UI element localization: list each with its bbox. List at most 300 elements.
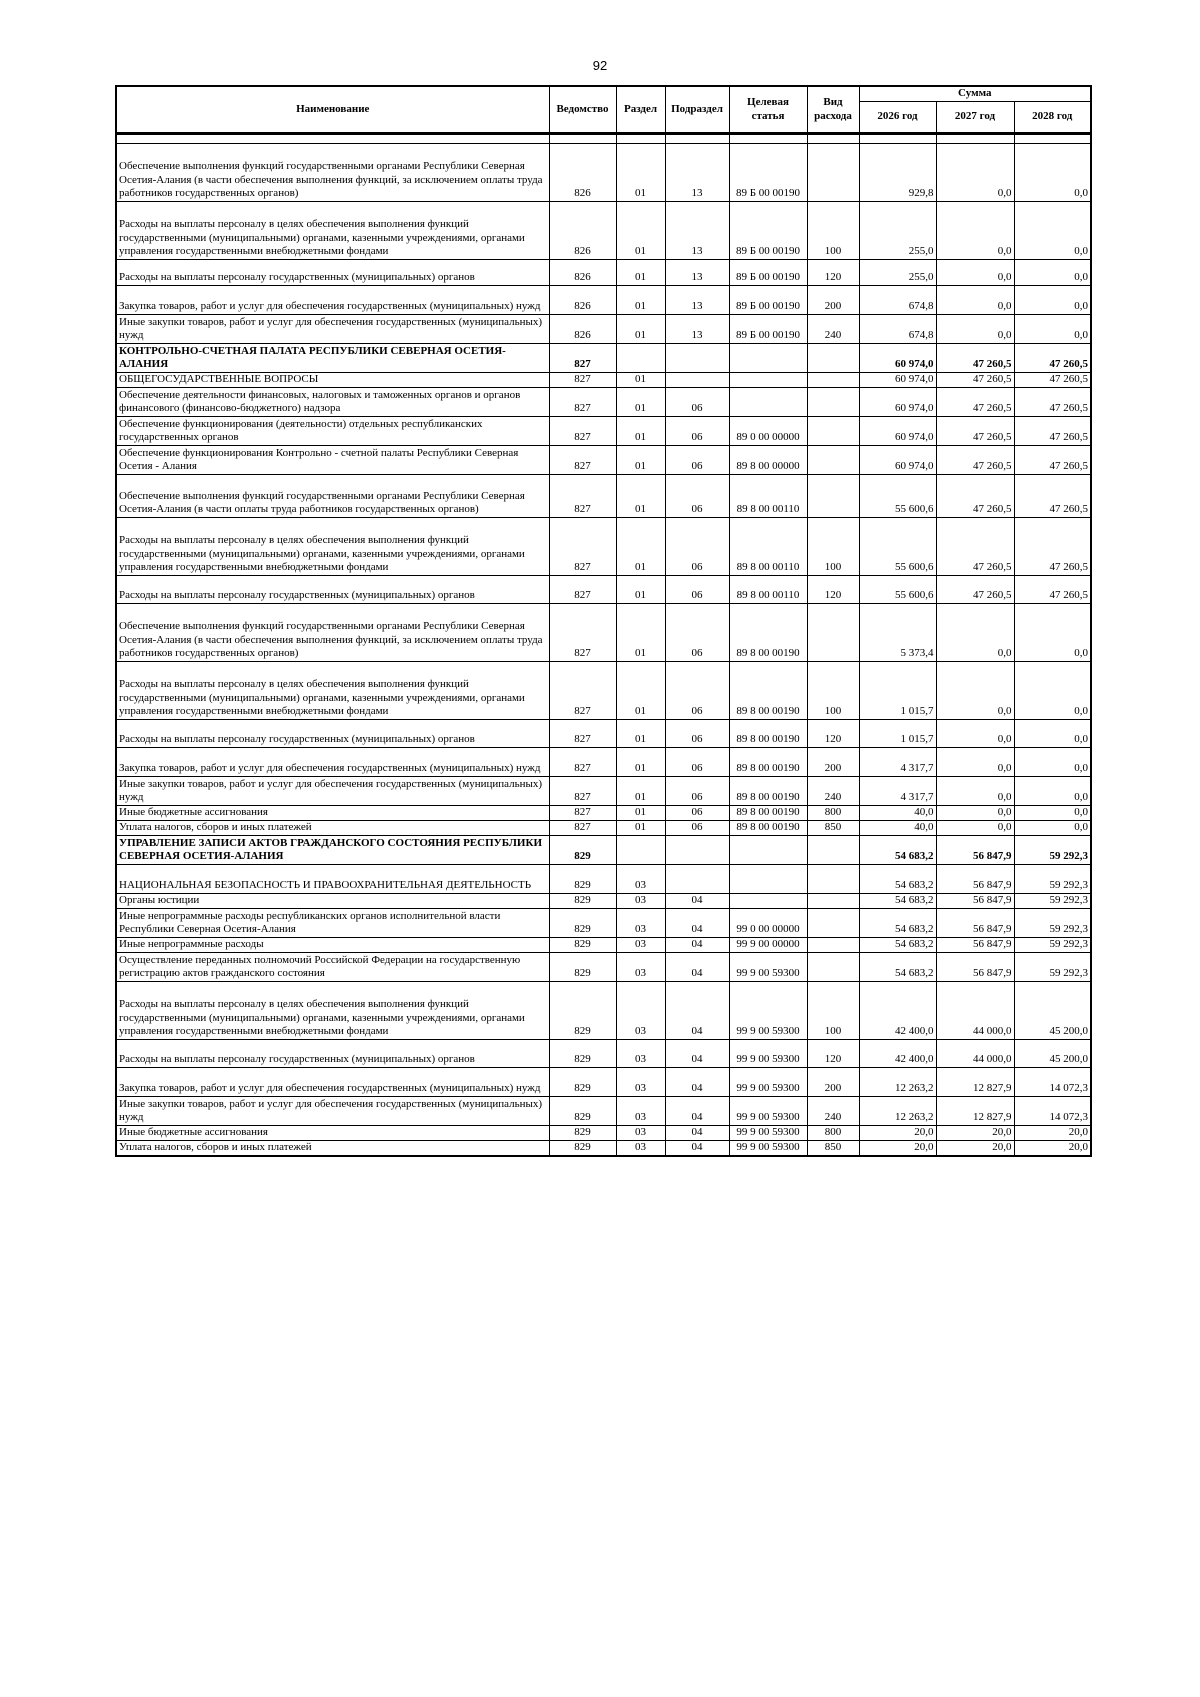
cell-sum-2026: 55 600,6 bbox=[859, 576, 936, 604]
cell-sum-2028: 47 260,5 bbox=[1014, 388, 1091, 417]
cell-podrazdel: 13 bbox=[665, 315, 729, 344]
cell-tselevaya-statya bbox=[729, 836, 807, 865]
cell-vedomstvo: 827 bbox=[549, 344, 616, 373]
cell-tselevaya-statya: 99 9 00 59300 bbox=[729, 1068, 807, 1097]
cell-vid-raskhoda bbox=[807, 865, 859, 894]
cell-name: Обеспечение выполнения функций государственными органами Республики Северная Осетия-Алания (в части обеспечения выполнения функций, за исключением оплаты труда работников государственных органов) bbox=[116, 604, 549, 662]
cell-tselevaya-statya: 89 Б 00 00190 bbox=[729, 286, 807, 315]
cell-tselevaya-statya: 89 8 00 00110 bbox=[729, 475, 807, 518]
cell-razdel: 03 bbox=[616, 1141, 665, 1157]
cell-tselevaya-statya: 99 9 00 59300 bbox=[729, 982, 807, 1040]
cell-sum-2028: 47 260,5 bbox=[1014, 373, 1091, 388]
cell-sum-2028: 59 292,3 bbox=[1014, 894, 1091, 909]
cell-name: Расходы на выплаты персоналу в целях обеспечения выполнения функций государственными (муниципальными) органами, казенными учреждениями, органами управления государственными внебюджетными фондами bbox=[116, 202, 549, 260]
cell-vedomstvo: 827 bbox=[549, 662, 616, 720]
cell-sum-2028: 0,0 bbox=[1014, 260, 1091, 286]
cell-vid-raskhoda: 800 bbox=[807, 806, 859, 821]
cell-vid-raskhoda: 240 bbox=[807, 1097, 859, 1126]
cell-sum-2028: 0,0 bbox=[1014, 315, 1091, 344]
cell-vid-raskhoda: 240 bbox=[807, 315, 859, 344]
spacer-row bbox=[116, 134, 1091, 144]
cell-sum-2028: 47 260,5 bbox=[1014, 576, 1091, 604]
cell-tselevaya-statya bbox=[729, 865, 807, 894]
cell-sum-2026: 60 974,0 bbox=[859, 417, 936, 446]
cell-sum-2028: 0,0 bbox=[1014, 662, 1091, 720]
cell-name: Иные закупки товаров, работ и услуг для обеспечения государственных (муниципальных) нужд bbox=[116, 315, 549, 344]
cell-vid-raskhoda: 240 bbox=[807, 777, 859, 806]
col-header-summa: Сумма bbox=[859, 86, 1091, 102]
cell-sum-2027: 47 260,5 bbox=[936, 373, 1014, 388]
cell-podrazdel: 06 bbox=[665, 475, 729, 518]
cell-tselevaya-statya: 99 9 00 59300 bbox=[729, 953, 807, 982]
table-row bbox=[116, 344, 1091, 373]
cell-sum-2027: 0,0 bbox=[936, 662, 1014, 720]
cell-name: Расходы на выплаты персоналу государственных (муниципальных) органов bbox=[116, 1040, 549, 1068]
col-header-vid-raskhoda: Вид расхода bbox=[807, 86, 859, 134]
cell-tselevaya-statya: 89 Б 00 00190 bbox=[729, 202, 807, 260]
cell-tselevaya-statya: 89 Б 00 00190 bbox=[729, 315, 807, 344]
table-row bbox=[116, 1097, 1091, 1126]
table-row bbox=[116, 836, 1091, 865]
cell-podrazdel: 06 bbox=[665, 576, 729, 604]
cell-podrazdel: 04 bbox=[665, 953, 729, 982]
cell-razdel: 01 bbox=[616, 821, 665, 836]
cell-name: Расходы на выплаты персоналу в целях обеспечения выполнения функций государственными (муниципальными) органами, казенными учреждениями, органами управления государственными внебюджетными фондами bbox=[116, 662, 549, 720]
cell-tselevaya-statya bbox=[729, 388, 807, 417]
table-row bbox=[116, 1068, 1091, 1097]
cell-razdel: 03 bbox=[616, 1097, 665, 1126]
cell-podrazdel: 06 bbox=[665, 806, 729, 821]
cell-sum-2028: 47 260,5 bbox=[1014, 518, 1091, 576]
cell-podrazdel: 13 bbox=[665, 144, 729, 202]
cell-name: Уплата налогов, сборов и иных платежей bbox=[116, 1141, 549, 1157]
cell-vedomstvo: 827 bbox=[549, 806, 616, 821]
cell-vedomstvo: 826 bbox=[549, 260, 616, 286]
cell-name: ОБЩЕГОСУДАРСТВЕННЫЕ ВОПРОСЫ bbox=[116, 373, 549, 388]
cell-vid-raskhoda bbox=[807, 446, 859, 475]
cell-vedomstvo: 829 bbox=[549, 836, 616, 865]
col-header-tselevaya-statya: Целевая статья bbox=[729, 86, 807, 134]
cell-tselevaya-statya: 89 8 00 00190 bbox=[729, 806, 807, 821]
cell-sum-2027: 44 000,0 bbox=[936, 982, 1014, 1040]
table-row bbox=[116, 144, 1091, 202]
table-row bbox=[116, 1141, 1091, 1157]
cell-sum-2028: 0,0 bbox=[1014, 821, 1091, 836]
cell-vid-raskhoda: 850 bbox=[807, 821, 859, 836]
cell-sum-2027: 56 847,9 bbox=[936, 865, 1014, 894]
table-row bbox=[116, 388, 1091, 417]
cell-name: Иные непрограммные расходы республиканских органов исполнительной власти Республики Северная Осетия-Алания bbox=[116, 909, 549, 938]
cell-tselevaya-statya: 89 8 00 00190 bbox=[729, 748, 807, 777]
cell-razdel: 03 bbox=[616, 953, 665, 982]
cell-name: Обеспечение функционирования Контрольно - счетной палаты Республики Северная Осетия - Алания bbox=[116, 446, 549, 475]
cell-podrazdel: 04 bbox=[665, 909, 729, 938]
table-row bbox=[116, 315, 1091, 344]
cell-razdel: 01 bbox=[616, 260, 665, 286]
cell-sum-2026: 20,0 bbox=[859, 1141, 936, 1157]
cell-vedomstvo: 827 bbox=[549, 518, 616, 576]
cell-sum-2026: 1 015,7 bbox=[859, 662, 936, 720]
cell-sum-2028: 0,0 bbox=[1014, 777, 1091, 806]
cell-sum-2028: 59 292,3 bbox=[1014, 938, 1091, 953]
cell-sum-2026: 4 317,7 bbox=[859, 748, 936, 777]
cell-sum-2026: 255,0 bbox=[859, 260, 936, 286]
cell-vedomstvo: 829 bbox=[549, 1097, 616, 1126]
cell-razdel: 01 bbox=[616, 475, 665, 518]
cell-vedomstvo: 827 bbox=[549, 576, 616, 604]
cell-podrazdel: 06 bbox=[665, 720, 729, 748]
cell-sum-2028: 45 200,0 bbox=[1014, 1040, 1091, 1068]
cell-sum-2026: 60 974,0 bbox=[859, 388, 936, 417]
spacer-cell bbox=[807, 134, 859, 144]
cell-razdel: 01 bbox=[616, 576, 665, 604]
cell-sum-2026: 42 400,0 bbox=[859, 1040, 936, 1068]
table-row bbox=[116, 953, 1091, 982]
cell-podrazdel: 04 bbox=[665, 1126, 729, 1141]
cell-razdel: 01 bbox=[616, 604, 665, 662]
cell-razdel: 01 bbox=[616, 446, 665, 475]
cell-sum-2026: 4 317,7 bbox=[859, 777, 936, 806]
cell-name: Уплата налогов, сборов и иных платежей bbox=[116, 821, 549, 836]
table-row bbox=[116, 909, 1091, 938]
cell-vedomstvo: 829 bbox=[549, 894, 616, 909]
spacer-cell bbox=[1014, 134, 1091, 144]
cell-podrazdel bbox=[665, 373, 729, 388]
cell-vid-raskhoda: 200 bbox=[807, 1068, 859, 1097]
cell-podrazdel: 06 bbox=[665, 604, 729, 662]
cell-podrazdel: 04 bbox=[665, 982, 729, 1040]
cell-vid-raskhoda bbox=[807, 894, 859, 909]
cell-podrazdel: 13 bbox=[665, 202, 729, 260]
cell-tselevaya-statya: 89 8 00 00190 bbox=[729, 777, 807, 806]
table-row bbox=[116, 604, 1091, 662]
cell-sum-2028: 0,0 bbox=[1014, 286, 1091, 315]
table-row bbox=[116, 417, 1091, 446]
col-header-2028: 2028 год bbox=[1014, 102, 1091, 134]
cell-name: Иные бюджетные ассигнования bbox=[116, 1126, 549, 1141]
cell-name: Закупка товаров, работ и услуг для обеспечения государственных (муниципальных) нужд bbox=[116, 286, 549, 315]
cell-vedomstvo: 829 bbox=[549, 1068, 616, 1097]
cell-razdel: 03 bbox=[616, 1068, 665, 1097]
cell-vedomstvo: 829 bbox=[549, 909, 616, 938]
cell-razdel: 01 bbox=[616, 286, 665, 315]
cell-sum-2027: 0,0 bbox=[936, 315, 1014, 344]
cell-podrazdel: 06 bbox=[665, 518, 729, 576]
cell-tselevaya-statya: 99 9 00 59300 bbox=[729, 1040, 807, 1068]
cell-sum-2026: 674,8 bbox=[859, 315, 936, 344]
cell-razdel: 01 bbox=[616, 144, 665, 202]
cell-vid-raskhoda: 100 bbox=[807, 202, 859, 260]
col-header-2026: 2026 год bbox=[859, 102, 936, 134]
cell-podrazdel: 13 bbox=[665, 286, 729, 315]
cell-tselevaya-statya: 89 8 00 00190 bbox=[729, 604, 807, 662]
spacer-cell bbox=[616, 134, 665, 144]
cell-razdel: 01 bbox=[616, 720, 665, 748]
cell-sum-2028: 59 292,3 bbox=[1014, 836, 1091, 865]
cell-name: Осуществление переданных полномочий Российской Федерации на государственную регистрацию актов гражданского состояния bbox=[116, 953, 549, 982]
cell-podrazdel: 06 bbox=[665, 388, 729, 417]
cell-name: Обеспечение деятельности финансовых, налоговых и таможенных органов и органов финансового (финансово-бюджетного) надзора bbox=[116, 388, 549, 417]
cell-sum-2027: 20,0 bbox=[936, 1126, 1014, 1141]
spacer-cell bbox=[665, 134, 729, 144]
spacer-cell bbox=[549, 134, 616, 144]
table-row bbox=[116, 777, 1091, 806]
spacer-cell bbox=[936, 134, 1014, 144]
cell-podrazdel: 06 bbox=[665, 777, 729, 806]
cell-vedomstvo: 827 bbox=[549, 475, 616, 518]
cell-sum-2028: 47 260,5 bbox=[1014, 417, 1091, 446]
cell-sum-2028: 20,0 bbox=[1014, 1126, 1091, 1141]
cell-vedomstvo: 827 bbox=[549, 777, 616, 806]
cell-sum-2026: 54 683,2 bbox=[859, 953, 936, 982]
cell-razdel: 01 bbox=[616, 777, 665, 806]
cell-sum-2028: 45 200,0 bbox=[1014, 982, 1091, 1040]
cell-vid-raskhoda: 800 bbox=[807, 1126, 859, 1141]
cell-sum-2026: 55 600,6 bbox=[859, 518, 936, 576]
cell-vid-raskhoda: 200 bbox=[807, 748, 859, 777]
cell-name: Обеспечение выполнения функций государственными органами Республики Северная Осетия-Алания (в части обеспечения выполнения функций, за исключением оплаты труда работников государственных органов) bbox=[116, 144, 549, 202]
table-row bbox=[116, 806, 1091, 821]
table-row bbox=[116, 260, 1091, 286]
cell-podrazdel: 04 bbox=[665, 1141, 729, 1157]
cell-sum-2026: 255,0 bbox=[859, 202, 936, 260]
cell-sum-2027: 0,0 bbox=[936, 720, 1014, 748]
cell-razdel: 01 bbox=[616, 202, 665, 260]
cell-sum-2027: 47 260,5 bbox=[936, 446, 1014, 475]
cell-razdel: 01 bbox=[616, 315, 665, 344]
cell-vedomstvo: 827 bbox=[549, 821, 616, 836]
cell-vid-raskhoda bbox=[807, 836, 859, 865]
table-row bbox=[116, 982, 1091, 1040]
cell-tselevaya-statya: 99 9 00 59300 bbox=[729, 1126, 807, 1141]
cell-name: Иные непрограммные расходы bbox=[116, 938, 549, 953]
cell-sum-2026: 54 683,2 bbox=[859, 938, 936, 953]
cell-tselevaya-statya: 89 8 00 00190 bbox=[729, 821, 807, 836]
cell-name: Обеспечение выполнения функций государственными органами Республики Северная Осетия-Алания (в части оплаты труда работников государственных органов) bbox=[116, 475, 549, 518]
cell-sum-2026: 40,0 bbox=[859, 806, 936, 821]
cell-sum-2027: 20,0 bbox=[936, 1141, 1014, 1157]
cell-sum-2028: 14 072,3 bbox=[1014, 1097, 1091, 1126]
table-row bbox=[116, 576, 1091, 604]
cell-vedomstvo: 826 bbox=[549, 315, 616, 344]
cell-sum-2027: 56 847,9 bbox=[936, 909, 1014, 938]
cell-vedomstvo: 829 bbox=[549, 1126, 616, 1141]
cell-vid-raskhoda bbox=[807, 344, 859, 373]
cell-tselevaya-statya bbox=[729, 894, 807, 909]
cell-razdel: 01 bbox=[616, 373, 665, 388]
cell-podrazdel: 06 bbox=[665, 662, 729, 720]
cell-name: Расходы на выплаты персоналу государственных (муниципальных) органов bbox=[116, 576, 549, 604]
cell-sum-2027: 12 827,9 bbox=[936, 1068, 1014, 1097]
table-body bbox=[116, 134, 1091, 1157]
cell-podrazdel: 04 bbox=[665, 1097, 729, 1126]
col-header-vedomstvo: Ведомство bbox=[549, 86, 616, 134]
cell-podrazdel bbox=[665, 836, 729, 865]
cell-podrazdel: 04 bbox=[665, 894, 729, 909]
col-header-podrazdel: Подраздел bbox=[665, 86, 729, 134]
cell-podrazdel bbox=[665, 344, 729, 373]
cell-name: КОНТРОЛЬНО-СЧЕТНАЯ ПАЛАТА РЕСПУБЛИКИ СЕВЕРНАЯ ОСЕТИЯ-АЛАНИЯ bbox=[116, 344, 549, 373]
cell-vedomstvo: 827 bbox=[549, 604, 616, 662]
cell-sum-2027: 0,0 bbox=[936, 777, 1014, 806]
cell-vedomstvo: 826 bbox=[549, 286, 616, 315]
cell-razdel: 03 bbox=[616, 938, 665, 953]
cell-sum-2027: 0,0 bbox=[936, 806, 1014, 821]
table-row bbox=[116, 821, 1091, 836]
table-row bbox=[116, 865, 1091, 894]
cell-razdel: 01 bbox=[616, 417, 665, 446]
cell-vedomstvo: 829 bbox=[549, 865, 616, 894]
table-row bbox=[116, 446, 1091, 475]
cell-vid-raskhoda: 100 bbox=[807, 982, 859, 1040]
budget-table bbox=[115, 85, 1092, 1157]
cell-name: Иные закупки товаров, работ и услуг для обеспечения государственных (муниципальных) нужд bbox=[116, 1097, 549, 1126]
cell-vid-raskhoda: 100 bbox=[807, 518, 859, 576]
cell-tselevaya-statya: 89 8 00 00190 bbox=[729, 720, 807, 748]
cell-sum-2027: 47 260,5 bbox=[936, 344, 1014, 373]
table-row bbox=[116, 202, 1091, 260]
cell-sum-2026: 60 974,0 bbox=[859, 344, 936, 373]
cell-name: Расходы на выплаты персоналу государственных (муниципальных) органов bbox=[116, 720, 549, 748]
cell-podrazdel: 06 bbox=[665, 417, 729, 446]
cell-tselevaya-statya: 89 0 00 00000 bbox=[729, 417, 807, 446]
cell-razdel: 03 bbox=[616, 1040, 665, 1068]
cell-tselevaya-statya bbox=[729, 344, 807, 373]
cell-vid-raskhoda bbox=[807, 953, 859, 982]
cell-sum-2027: 56 847,9 bbox=[936, 836, 1014, 865]
cell-sum-2028: 47 260,5 bbox=[1014, 446, 1091, 475]
cell-vid-raskhoda bbox=[807, 938, 859, 953]
cell-vid-raskhoda: 100 bbox=[807, 662, 859, 720]
cell-vedomstvo: 827 bbox=[549, 446, 616, 475]
cell-sum-2026: 20,0 bbox=[859, 1126, 936, 1141]
cell-tselevaya-statya: 89 8 00 00190 bbox=[729, 662, 807, 720]
cell-sum-2026: 929,8 bbox=[859, 144, 936, 202]
cell-vid-raskhoda: 120 bbox=[807, 260, 859, 286]
table-row bbox=[116, 720, 1091, 748]
cell-sum-2027: 56 847,9 bbox=[936, 894, 1014, 909]
cell-tselevaya-statya: 89 8 00 00000 bbox=[729, 446, 807, 475]
cell-razdel: 01 bbox=[616, 806, 665, 821]
cell-sum-2026: 55 600,6 bbox=[859, 475, 936, 518]
cell-name: Закупка товаров, работ и услуг для обеспечения государственных (муниципальных) нужд bbox=[116, 1068, 549, 1097]
cell-vid-raskhoda: 850 bbox=[807, 1141, 859, 1157]
cell-name: Закупка товаров, работ и услуг для обеспечения государственных (муниципальных) нужд bbox=[116, 748, 549, 777]
page-number: 92 bbox=[592, 58, 608, 73]
col-header-2027: 2027 год bbox=[936, 102, 1014, 134]
cell-vid-raskhoda bbox=[807, 373, 859, 388]
spacer-cell bbox=[729, 134, 807, 144]
cell-vid-raskhoda bbox=[807, 144, 859, 202]
col-header-razdel: Раздел bbox=[616, 86, 665, 134]
table-row bbox=[116, 518, 1091, 576]
cell-sum-2026: 54 683,2 bbox=[859, 894, 936, 909]
cell-vedomstvo: 829 bbox=[549, 953, 616, 982]
cell-vedomstvo: 829 bbox=[549, 938, 616, 953]
cell-tselevaya-statya bbox=[729, 373, 807, 388]
cell-vid-raskhoda: 200 bbox=[807, 286, 859, 315]
cell-tselevaya-statya: 99 0 00 00000 bbox=[729, 909, 807, 938]
cell-sum-2027: 12 827,9 bbox=[936, 1097, 1014, 1126]
table-row bbox=[116, 1126, 1091, 1141]
cell-sum-2027: 47 260,5 bbox=[936, 518, 1014, 576]
cell-podrazdel: 04 bbox=[665, 938, 729, 953]
cell-razdel: 03 bbox=[616, 982, 665, 1040]
cell-vedomstvo: 827 bbox=[549, 720, 616, 748]
cell-sum-2026: 674,8 bbox=[859, 286, 936, 315]
cell-sum-2027: 47 260,5 bbox=[936, 388, 1014, 417]
cell-sum-2026: 60 974,0 bbox=[859, 446, 936, 475]
cell-sum-2026: 54 683,2 bbox=[859, 836, 936, 865]
cell-sum-2026: 54 683,2 bbox=[859, 909, 936, 938]
cell-sum-2027: 0,0 bbox=[936, 748, 1014, 777]
cell-podrazdel bbox=[665, 865, 729, 894]
cell-tselevaya-statya: 89 Б 00 00190 bbox=[729, 260, 807, 286]
cell-podrazdel: 13 bbox=[665, 260, 729, 286]
cell-sum-2026: 12 263,2 bbox=[859, 1097, 936, 1126]
cell-razdel: 03 bbox=[616, 1126, 665, 1141]
cell-vedomstvo: 826 bbox=[549, 144, 616, 202]
cell-name: НАЦИОНАЛЬНАЯ БЕЗОПАСНОСТЬ И ПРАВООХРАНИТЕЛЬНАЯ ДЕЯТЕЛЬНОСТЬ bbox=[116, 865, 549, 894]
cell-vedomstvo: 827 bbox=[549, 373, 616, 388]
cell-vedomstvo: 829 bbox=[549, 1040, 616, 1068]
table-row bbox=[116, 1040, 1091, 1068]
cell-sum-2027: 0,0 bbox=[936, 604, 1014, 662]
cell-sum-2028: 14 072,3 bbox=[1014, 1068, 1091, 1097]
cell-razdel: 01 bbox=[616, 748, 665, 777]
cell-sum-2027: 56 847,9 bbox=[936, 953, 1014, 982]
cell-sum-2027: 56 847,9 bbox=[936, 938, 1014, 953]
table-row bbox=[116, 373, 1091, 388]
cell-vid-raskhoda bbox=[807, 604, 859, 662]
cell-sum-2028: 0,0 bbox=[1014, 144, 1091, 202]
cell-name: Органы юстиции bbox=[116, 894, 549, 909]
cell-sum-2028: 0,0 bbox=[1014, 748, 1091, 777]
cell-razdel: 01 bbox=[616, 518, 665, 576]
cell-sum-2027: 47 260,5 bbox=[936, 576, 1014, 604]
cell-razdel: 03 bbox=[616, 894, 665, 909]
cell-podrazdel: 04 bbox=[665, 1040, 729, 1068]
cell-vid-raskhoda bbox=[807, 475, 859, 518]
table-row bbox=[116, 286, 1091, 315]
cell-vid-raskhoda: 120 bbox=[807, 1040, 859, 1068]
cell-sum-2027: 0,0 bbox=[936, 286, 1014, 315]
cell-vid-raskhoda: 120 bbox=[807, 576, 859, 604]
cell-sum-2028: 0,0 bbox=[1014, 720, 1091, 748]
cell-podrazdel: 06 bbox=[665, 446, 729, 475]
cell-vid-raskhoda bbox=[807, 417, 859, 446]
cell-vedomstvo: 827 bbox=[549, 748, 616, 777]
cell-sum-2027: 44 000,0 bbox=[936, 1040, 1014, 1068]
cell-sum-2027: 0,0 bbox=[936, 821, 1014, 836]
cell-sum-2026: 40,0 bbox=[859, 821, 936, 836]
col-header-name: Наименование bbox=[116, 86, 549, 134]
table-row bbox=[116, 662, 1091, 720]
cell-sum-2027: 0,0 bbox=[936, 260, 1014, 286]
cell-name: УПРАВЛЕНИЕ ЗАПИСИ АКТОВ ГРАЖДАНСКОГО СОСТОЯНИЯ РЕСПУБЛИКИ СЕВЕРНАЯ ОСЕТИЯ-АЛАНИЯ bbox=[116, 836, 549, 865]
cell-sum-2028: 0,0 bbox=[1014, 806, 1091, 821]
cell-vedomstvo: 829 bbox=[549, 982, 616, 1040]
cell-vid-raskhoda bbox=[807, 909, 859, 938]
cell-podrazdel: 06 bbox=[665, 821, 729, 836]
cell-sum-2026: 1 015,7 bbox=[859, 720, 936, 748]
cell-razdel bbox=[616, 836, 665, 865]
cell-sum-2026: 60 974,0 bbox=[859, 373, 936, 388]
cell-sum-2028: 0,0 bbox=[1014, 202, 1091, 260]
cell-razdel: 01 bbox=[616, 662, 665, 720]
cell-name: Расходы на выплаты персоналу государственных (муниципальных) органов bbox=[116, 260, 549, 286]
cell-tselevaya-statya: 99 9 00 59300 bbox=[729, 1097, 807, 1126]
